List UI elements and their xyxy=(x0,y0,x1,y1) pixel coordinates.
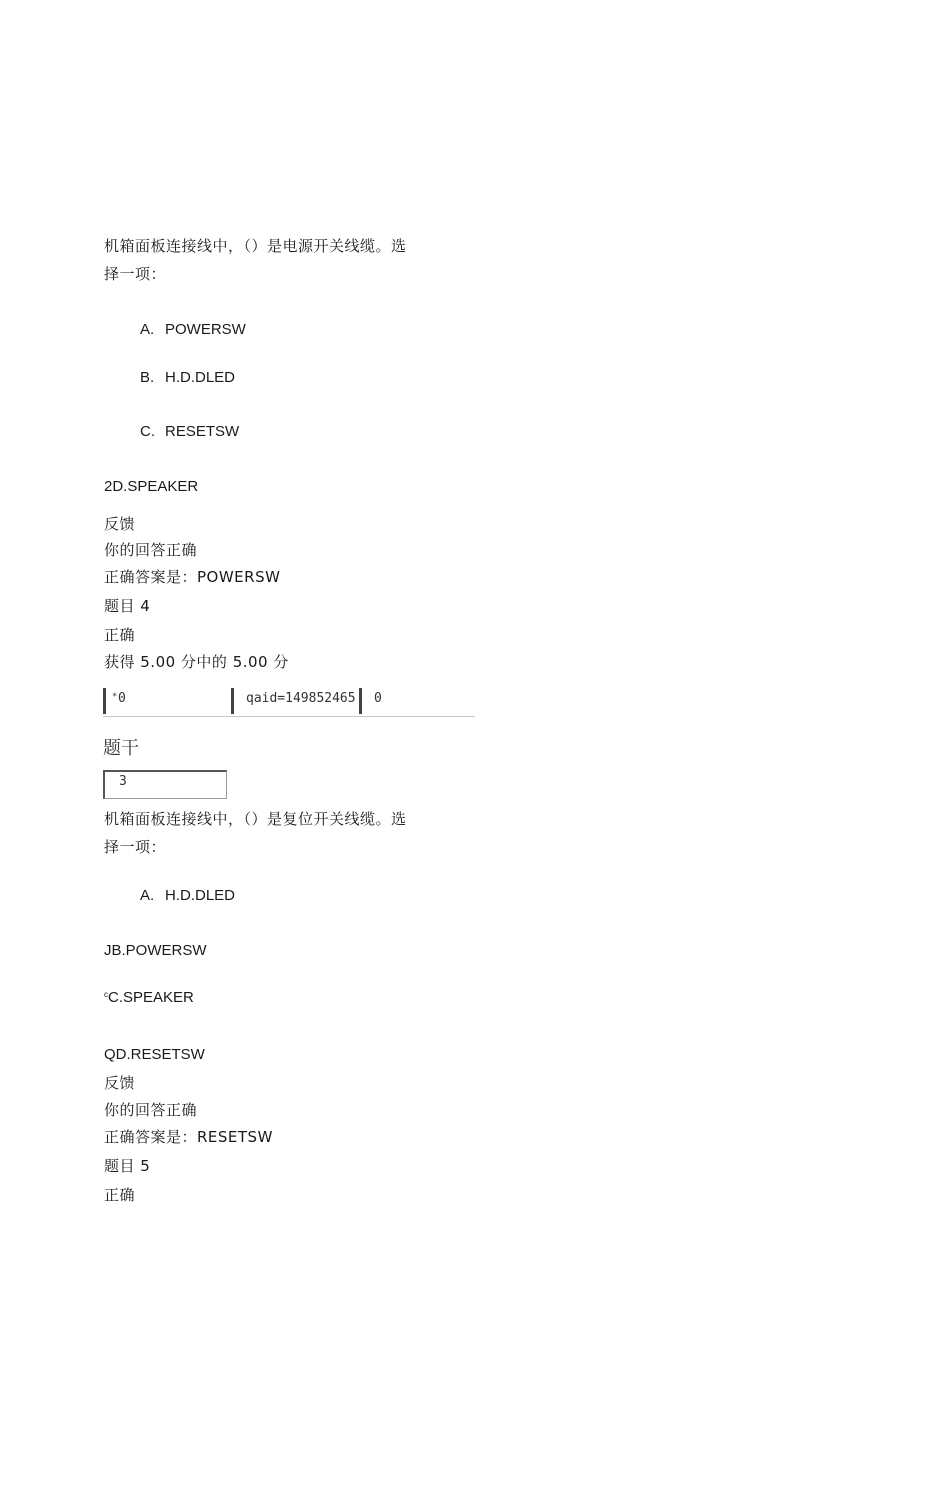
option-b[interactable] xyxy=(140,368,235,388)
feedback-label: 反馈 xyxy=(104,515,136,533)
option-a[interactable] xyxy=(140,886,235,906)
option-text: POWERSW xyxy=(165,321,246,338)
question-status: 正确 xyxy=(104,1186,136,1204)
question-title: 题目 5 xyxy=(104,1157,151,1175)
correct-answer: 正确答案是：POWERSW xyxy=(104,568,281,586)
feedback-result: 你的回答正确 xyxy=(104,1101,198,1119)
option-text: H.D.DLED xyxy=(165,369,236,386)
option-letter: B. xyxy=(140,369,155,386)
radio-mark: c xyxy=(104,990,108,999)
feedback-result: 你的回答正确 xyxy=(104,541,198,559)
feedback-label: 反馈 xyxy=(104,1074,136,1092)
option-a[interactable] xyxy=(140,320,246,340)
question-stem-line: 择一项： xyxy=(104,838,167,856)
option-text: RESETSW xyxy=(165,423,240,440)
cell-value: qaid=149852465 xyxy=(246,691,356,706)
cell-value: 0 xyxy=(374,691,382,706)
cell-mark: * xyxy=(112,692,118,702)
question-status: 正确 xyxy=(104,626,136,644)
option-c[interactable] xyxy=(104,988,194,1008)
option-text: C.SPEAKER xyxy=(108,989,194,1006)
cell-value: 0 xyxy=(118,691,126,706)
question-stem-line: 择一项： xyxy=(104,265,167,283)
option-letter: C. xyxy=(140,423,155,440)
option-d[interactable]: QD.RESETSW xyxy=(104,1046,205,1063)
option-letter: A. xyxy=(140,321,155,338)
option-c[interactable] xyxy=(140,422,239,442)
option-d[interactable]: 2D.SPEAKER xyxy=(104,478,199,495)
embedded-screenshot-row xyxy=(103,686,475,717)
correct-answer: 正确答案是：RESETSW xyxy=(104,1128,273,1146)
screenshot-cell xyxy=(231,688,361,714)
question-score: 获得 5.00 分中的 5.00 分 xyxy=(104,653,289,671)
option-b[interactable]: JB.POWERSW xyxy=(104,942,207,959)
stem-heading: 题干 xyxy=(103,738,139,759)
option-text: H.D.DLED xyxy=(165,887,236,904)
option-letter: A. xyxy=(140,887,155,904)
screenshot-cell xyxy=(103,688,227,714)
question-number-box: 3 xyxy=(103,770,227,799)
question-title: 题目 4 xyxy=(104,597,151,615)
question-stem-line: 机箱面板连接线中，（）是复位开关线缆。选 xyxy=(104,810,407,828)
question-stem-line: 机箱面板连接线中，（）是电源开关线缆。选 xyxy=(104,237,407,255)
screenshot-cell xyxy=(359,688,475,714)
